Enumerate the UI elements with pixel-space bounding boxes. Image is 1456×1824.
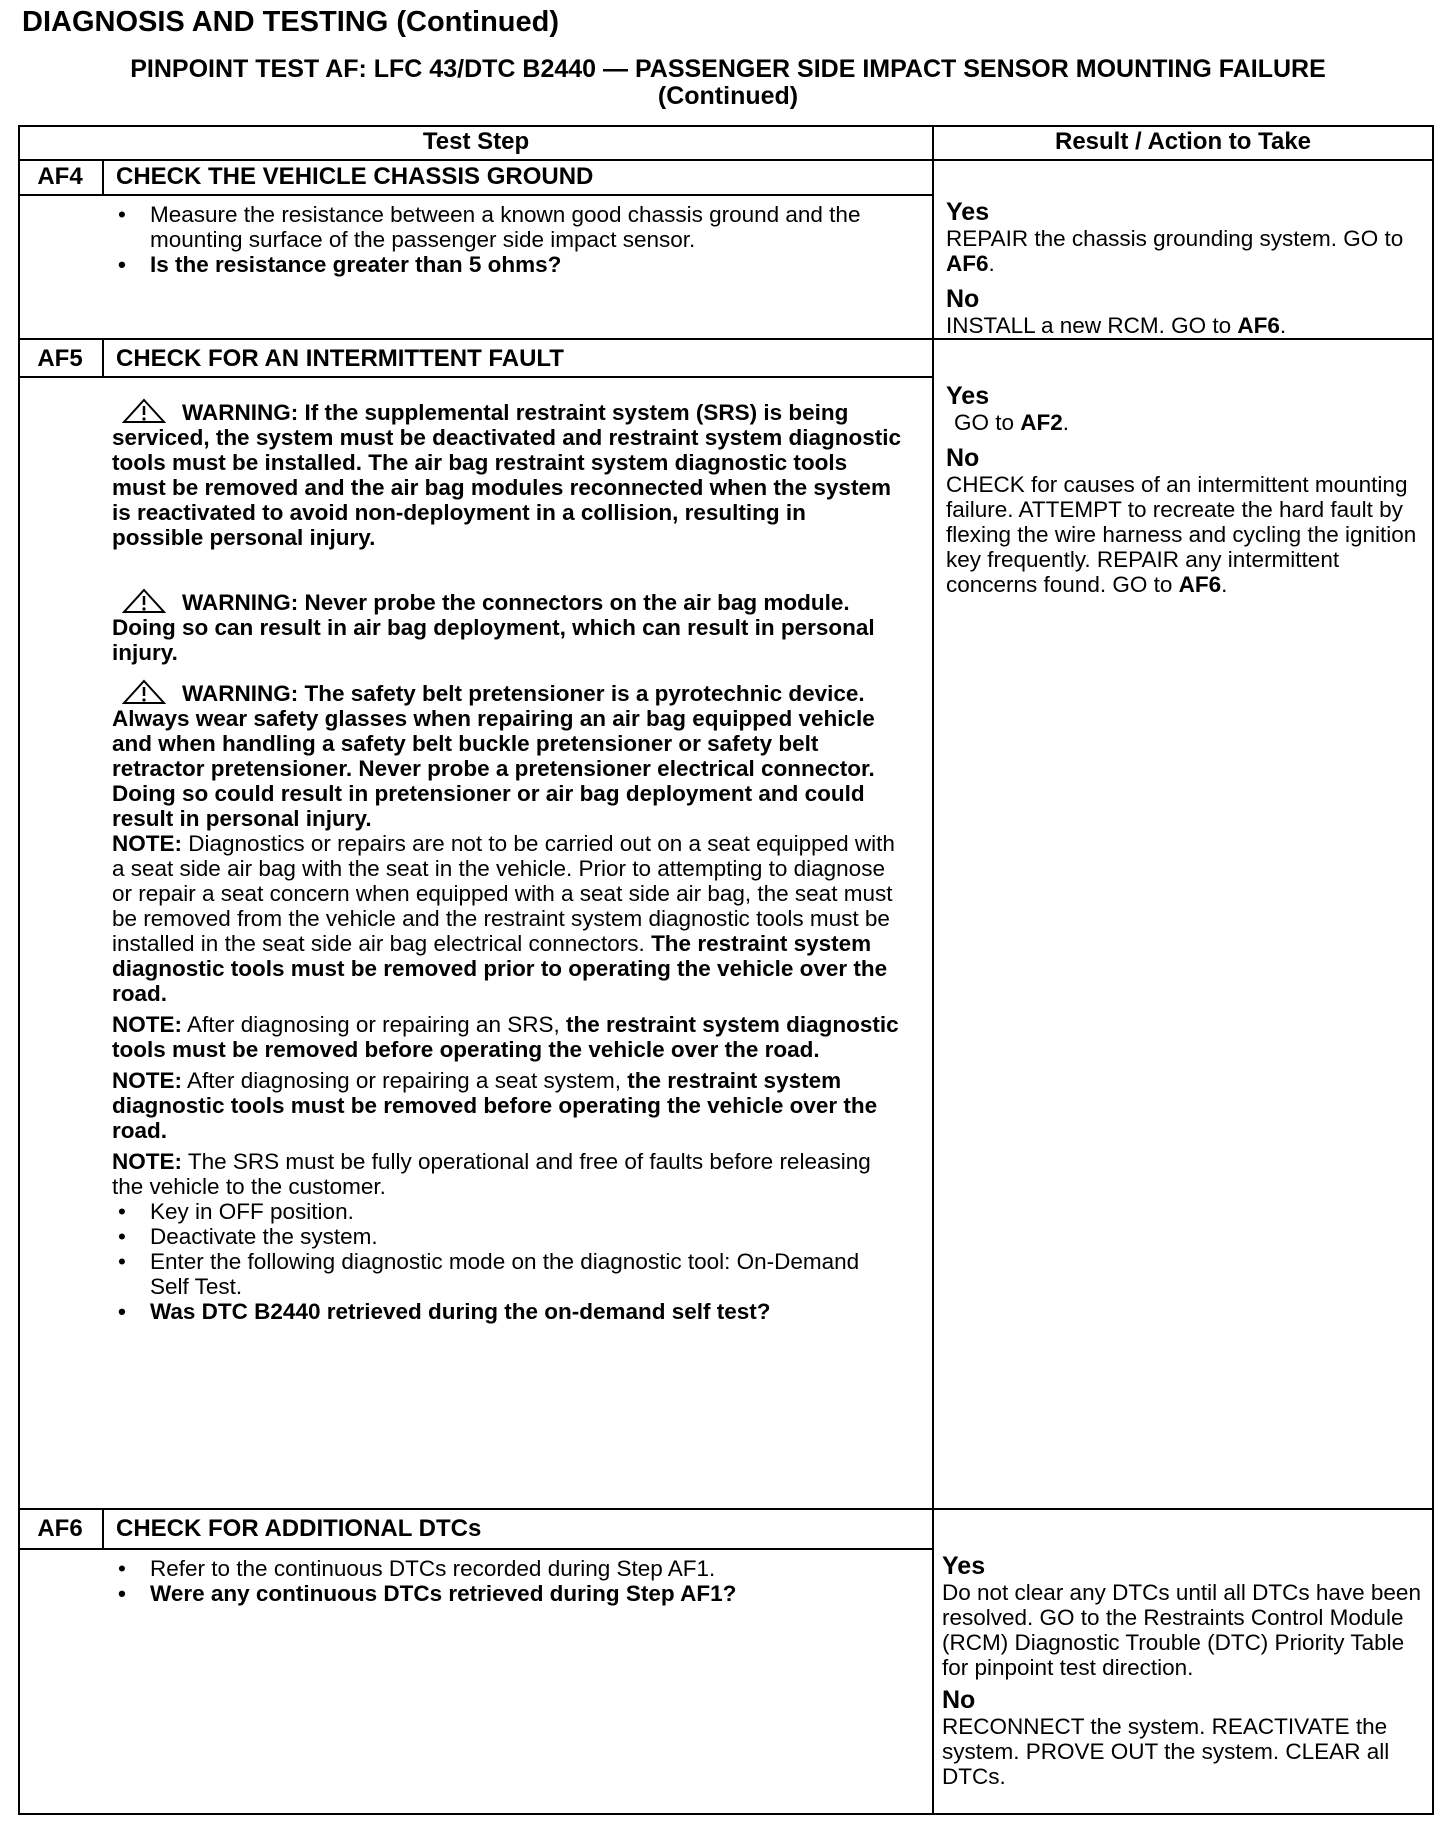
pinpoint-test-title-line1: PINPOINT TEST AF: LFC 43/DTC B2440 — PASSENGER SIDE IMPACT SENSOR MOUNTING FAILURE: [130, 55, 1326, 83]
af5-no-action: CHECK for causes of an intermittent mounting failure. ATTEMPT to recreate the hard fault by flexing the wire harness and cycling the ignition key frequently. REPAIR any intermittent concerns found. GO to AF6.: [946, 472, 1417, 597]
af5-warning-1: WARNING: If the supplemental restraint system (SRS) is being serviced, the system must be deactivated and restraint system diagnostic tools must be installed. The air bag restraint system diagnostic tools must be removed and the air bag modules reconnected when the system is reactivated to avoid non-deployment in a collision, resulting in possible personal injury.: [112, 400, 902, 550]
af6-bullet-1: • Refer to the continuous DTCs recorded during Step AF1.: [112, 1556, 902, 1581]
af4-yes-label: Yes: [946, 198, 990, 226]
af5-instructions: [112, 398, 902, 1324]
af6-no-label: No: [942, 1686, 976, 1714]
table-border-left: [18, 125, 20, 1815]
af4-yes-ref: AF6: [946, 251, 989, 276]
af5-yes-label: Yes: [946, 382, 990, 410]
af5-bullet-4: • Was DTC B2440 retrieved during the on-demand self test?: [112, 1299, 902, 1324]
af5-warning-2: WARNING: Never probe the connectors on the air bag module. Doing so can result in air bag deployment, which can result in personal injury.: [112, 590, 875, 665]
pinpoint-test-title-line2: (Continued): [657, 82, 799, 110]
step-id-af5: AF5: [37, 345, 83, 372]
step-title-af5: CHECK FOR AN INTERMITTENT FAULT: [116, 345, 564, 372]
step-title-af4: CHECK THE VEHICLE CHASSIS GROUND: [116, 163, 594, 190]
af5-note-1: NOTE: Diagnostics or repairs are not to be carried out on a seat equipped with a seat side air bag with the seat in the vehicle. Prior to attempting to diagnose or repair a seat concern when equipped with a seat side air bag, the seat must be removed from the vehicle and the restraint system diagnostic tools must be installed in the seat side air bag electrical connectors. The restraint system diagnostic tools must be removed prior to operating the vehicle over the road.: [112, 831, 895, 1006]
af5-note-3: NOTE: After diagnosing or repairing a seat system, the restraint system diagnostic tools must be removed before operating the vehicle over the road.: [112, 1068, 878, 1143]
af5-yes-action: GO to AF2.: [954, 410, 1070, 435]
af5-bullet-3: • Enter the following diagnostic mode on the diagnostic tool: On-Demand Self Test.: [112, 1249, 902, 1299]
af4-title-underline: [18, 194, 934, 196]
af4-yes-action: REPAIR the chassis grounding system. GO to AF6.: [946, 226, 1404, 276]
warning-triangle-icon: [120, 679, 168, 705]
af5-no-label: No: [946, 444, 980, 472]
header-divider: [18, 159, 1434, 161]
af4-bullet-1: • Measure the resistance between a known good chassis ground and the mounting surface of the passenger side impact sensor.: [112, 202, 892, 252]
af6-bullet-2: • Were any continuous DTCs retrieved during Step AF1?: [112, 1581, 902, 1606]
af5-title-underline: [18, 376, 934, 378]
section-title: DIAGNOSIS AND TESTING (Continued): [22, 6, 560, 38]
af6-title-underline: [18, 1548, 934, 1550]
row-divider-af5-af6: [18, 1508, 1434, 1510]
af5-bullet-1: • Key in OFF position.: [112, 1199, 902, 1224]
step-id-af6: AF6: [37, 1515, 83, 1542]
af4-no-action: INSTALL a new RCM. GO to AF6.: [946, 313, 1287, 338]
af4-results: [946, 198, 1426, 338]
af4-id-divider: [102, 159, 104, 195]
af6-id-divider: [102, 1508, 104, 1549]
af6-instructions: [112, 1556, 902, 1606]
pinpoint-test-title: [22, 56, 1434, 110]
af4-no-label: No: [946, 285, 980, 313]
af5-bullet-2: • Deactivate the system.: [112, 1224, 902, 1249]
table-border-bottom: [18, 1813, 1434, 1815]
af4-instructions: [112, 202, 892, 277]
step-id-af4: AF4: [37, 163, 83, 190]
warning-triangle-icon: [120, 588, 168, 614]
af6-yes-action: Do not clear any DTCs until all DTCs have been resolved. GO to the Restraints Control Module (RCM) Diagnostic Trouble (DTC) Priority Table for pinpoint test direction.: [942, 1580, 1421, 1680]
af5-warning-3: WARNING: The safety belt pretensioner is a pyrotechnic device. Always wear safety glasses when repairing an air bag equipped vehicle and when handling a safety belt buckle pretensioner or safety belt retractor pretensioner. Never probe a pretensioner electrical connector. Doing so could result in pretensioner or air bag deployment and could result in personal injury.: [112, 681, 875, 831]
header-result-action: Result / Action to Take: [1054, 128, 1312, 155]
table-border-right: [1432, 125, 1434, 1815]
step-title-af6: CHECK FOR ADDITIONAL DTCs: [116, 1515, 482, 1542]
warning-triangle-icon: [120, 398, 168, 424]
af5-bullets: [112, 1199, 902, 1324]
column-divider: [932, 125, 934, 1815]
af6-results: [942, 1552, 1428, 1789]
af5-no-ref: AF6: [1178, 572, 1222, 597]
af6-no-action: RECONNECT the system. REACTIVATE the system. PROVE OUT the system. CLEAR all DTCs.: [942, 1714, 1390, 1789]
af5-id-divider: [102, 338, 104, 377]
af6-yes-label: Yes: [942, 1552, 986, 1580]
af4-bullet-2: • Is the resistance greater than 5 ohms?: [112, 252, 892, 277]
af5-results: [946, 382, 1426, 597]
header-test-step: Test Step: [422, 128, 530, 155]
af4-no-ref: AF6: [1237, 313, 1280, 338]
af5-yes-ref: AF2: [1020, 410, 1063, 435]
af5-note-4: NOTE: The SRS must be fully operational and free of faults before releasing the vehicle to the customer.: [112, 1149, 871, 1199]
row-divider-af4-af5: [18, 338, 1434, 340]
af5-note-2: NOTE: After diagnosing or repairing an SRS, the restraint system diagnostic tools must be removed before operating the vehicle over the road.: [112, 1012, 899, 1062]
